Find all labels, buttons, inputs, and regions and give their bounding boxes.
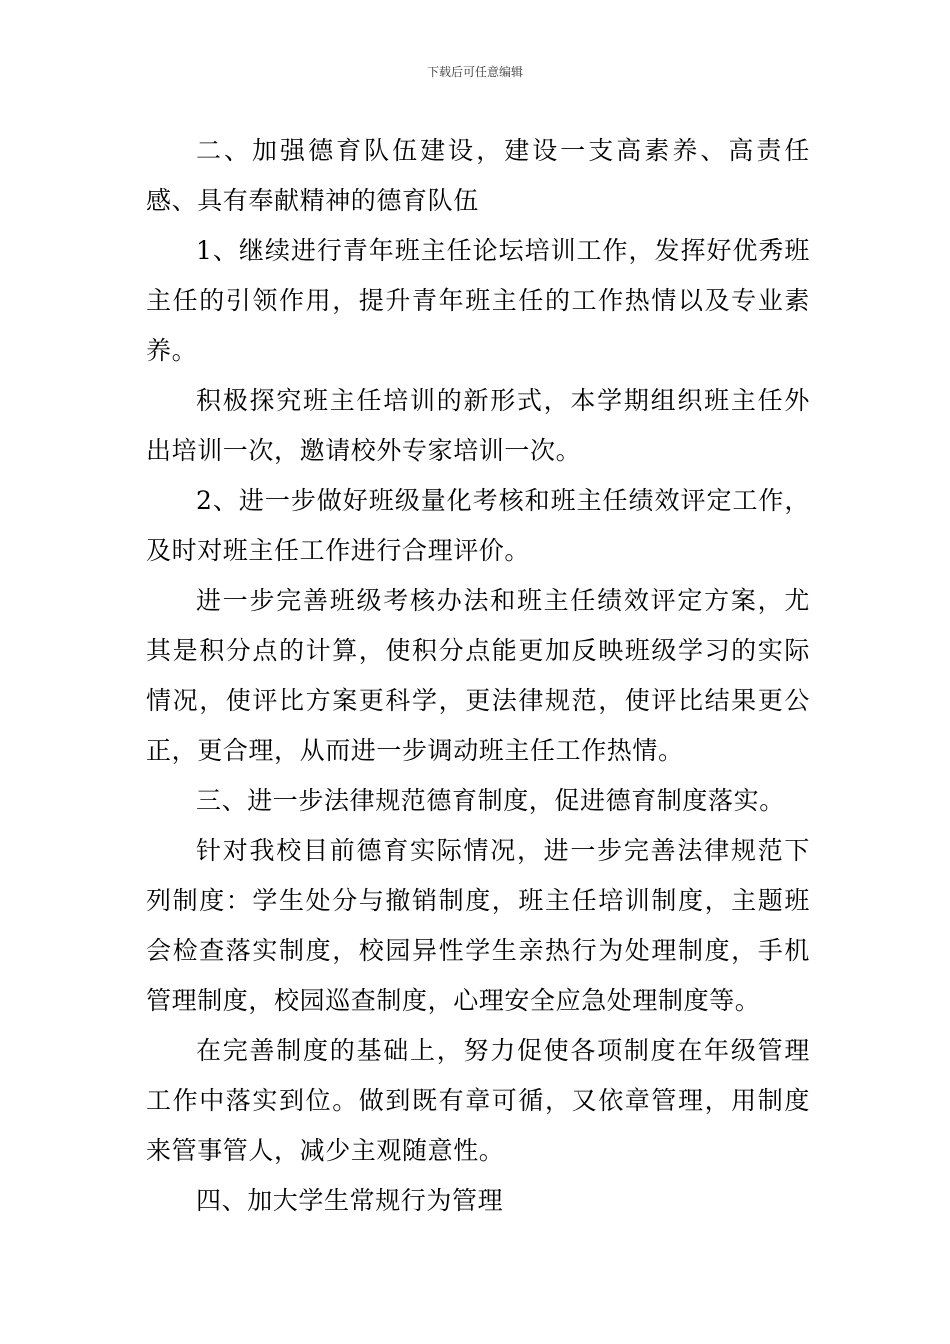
body-paragraph: 在完善制度的基础上，努力促使各项制度在年级管理工作中落实到位。做到既有章可循，又依章管理，用制度来管事管人，减少主观随意性。 <box>146 1036 810 1165</box>
section-heading-4: 四、加大学生常规行为管理 <box>196 1186 504 1215</box>
section-heading-3: 三、进一步法律规范德育制度，促进德育制度落实。 <box>196 786 785 815</box>
body-paragraph: 进一步完善班级考核办法和班主任绩效评定方案，尤其是积分点的计算，使积分点能更加反映班级学习的实际情况，使评比方案更科学，更法律规范，使评比结果更公正，更合理，从而进一步调动班主任工作热情。 <box>146 586 810 765</box>
page-header: 下载后可任意编辑 <box>426 65 523 79</box>
body-paragraph: 针对我校目前德育实际情况，进一步完善法律规范下列制度：学生处分与撤销制度，班主任培训制度，主题班会检查落实制度，校园异性学生亲热行为处理制度，手机管理制度，校园巡查制度，心理安全应急处理制度等。 <box>146 836 810 1015</box>
body-paragraph: 2、进一步做好班级量化考核和班主任绩效评定工作，及时对班主任工作进行合理评价。 <box>146 486 810 565</box>
section-heading-2: 二、加强德育队伍建设，建设一支高素养、高责任感、具有奉献精神的德育队伍 <box>146 136 810 215</box>
body-paragraph: 1、继续进行青年班主任论坛培训工作，发挥好优秀班主任的引领作用，提升青年班主任的工作热情以及专业素养。 <box>146 236 810 365</box>
document-body <box>146 126 810 1226</box>
body-paragraph: 积极探究班主任培训的新形式，本学期组织班主任外出培训一次，邀请校外专家培训一次。 <box>146 386 810 465</box>
